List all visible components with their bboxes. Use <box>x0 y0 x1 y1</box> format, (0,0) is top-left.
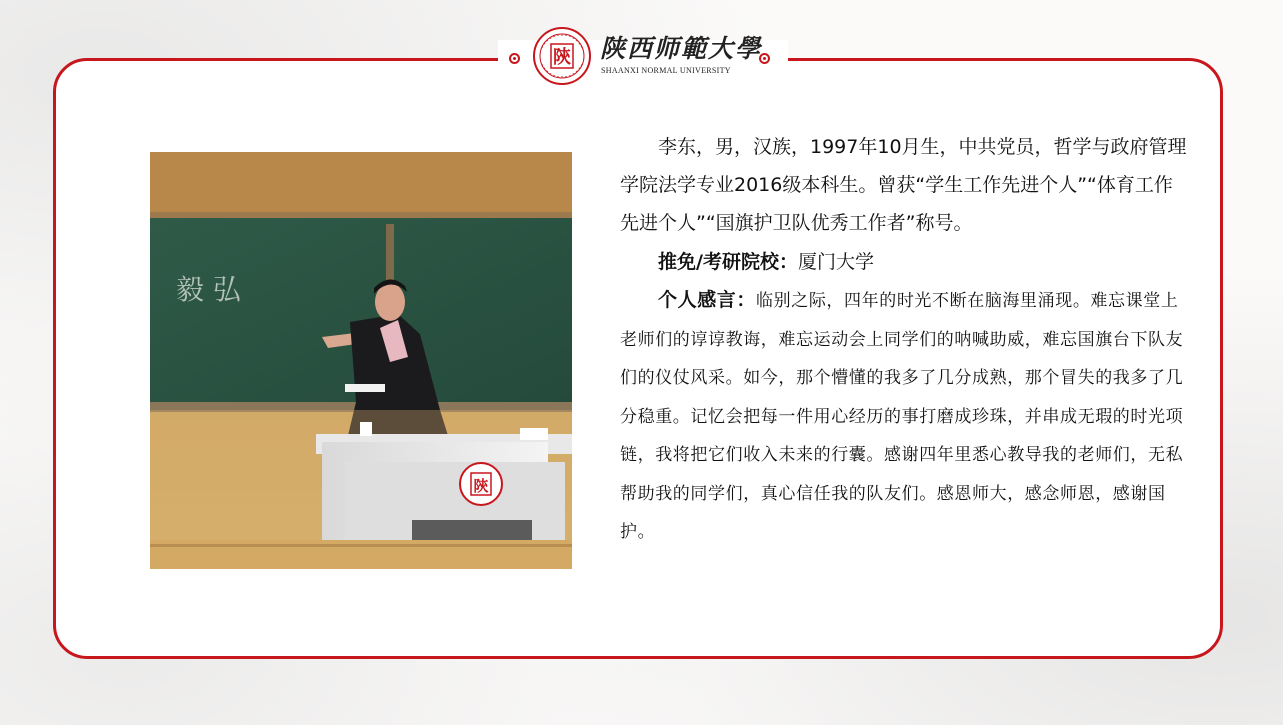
board-writing: 毅 弘 <box>176 273 241 306</box>
words-label: 个人感言： <box>658 289 757 311</box>
school-value: 厦门大学 <box>797 251 874 273</box>
profile-words <box>620 281 1188 552</box>
podium-seal-char: 陝 <box>473 477 489 495</box>
words-value: 临别之际，四年的时光不断在脑海里涌现。难忘课堂上老师们的谆谆教诲，难忘运动会上同学们的呐喊助威，难忘国旗台下队友们的仪仗风采。如今，那个懵懂的我多了几分成熟，那个冒失的我多了几分稳重。记忆会把每一件用心经历的事打磨成珍珠，并串成无瑕的时光项链，我将把它们收入未来的行囊。感谢四年里悉心教导我的老师们，无私帮助我的同学们，真心信任我的队友们。感恩师大，感念师恩，感谢国护。 <box>620 291 1184 542</box>
seal-char: 陝 <box>553 47 571 68</box>
university-name-en: SHAANXI NORMAL UNIVERSITY <box>601 66 731 75</box>
university-name-cn: 陕西师範大學 <box>600 34 763 63</box>
university-seal-icon <box>532 26 592 86</box>
ring-ornament-icon <box>509 53 520 64</box>
school-label: 推免/考研院校： <box>658 251 798 273</box>
profile-text <box>620 128 1188 552</box>
profile-school <box>620 243 1188 281</box>
graduate-photo <box>150 152 572 569</box>
profile-bio: 李东，男，汉族，1997年10月生，中共党员，哲学与政府管理学院法学专业2016级本科生。曾获“学生工作先进个人”“体育工作先进个人”“国旗护卫队优秀工作者”称号。 <box>620 136 1187 234</box>
